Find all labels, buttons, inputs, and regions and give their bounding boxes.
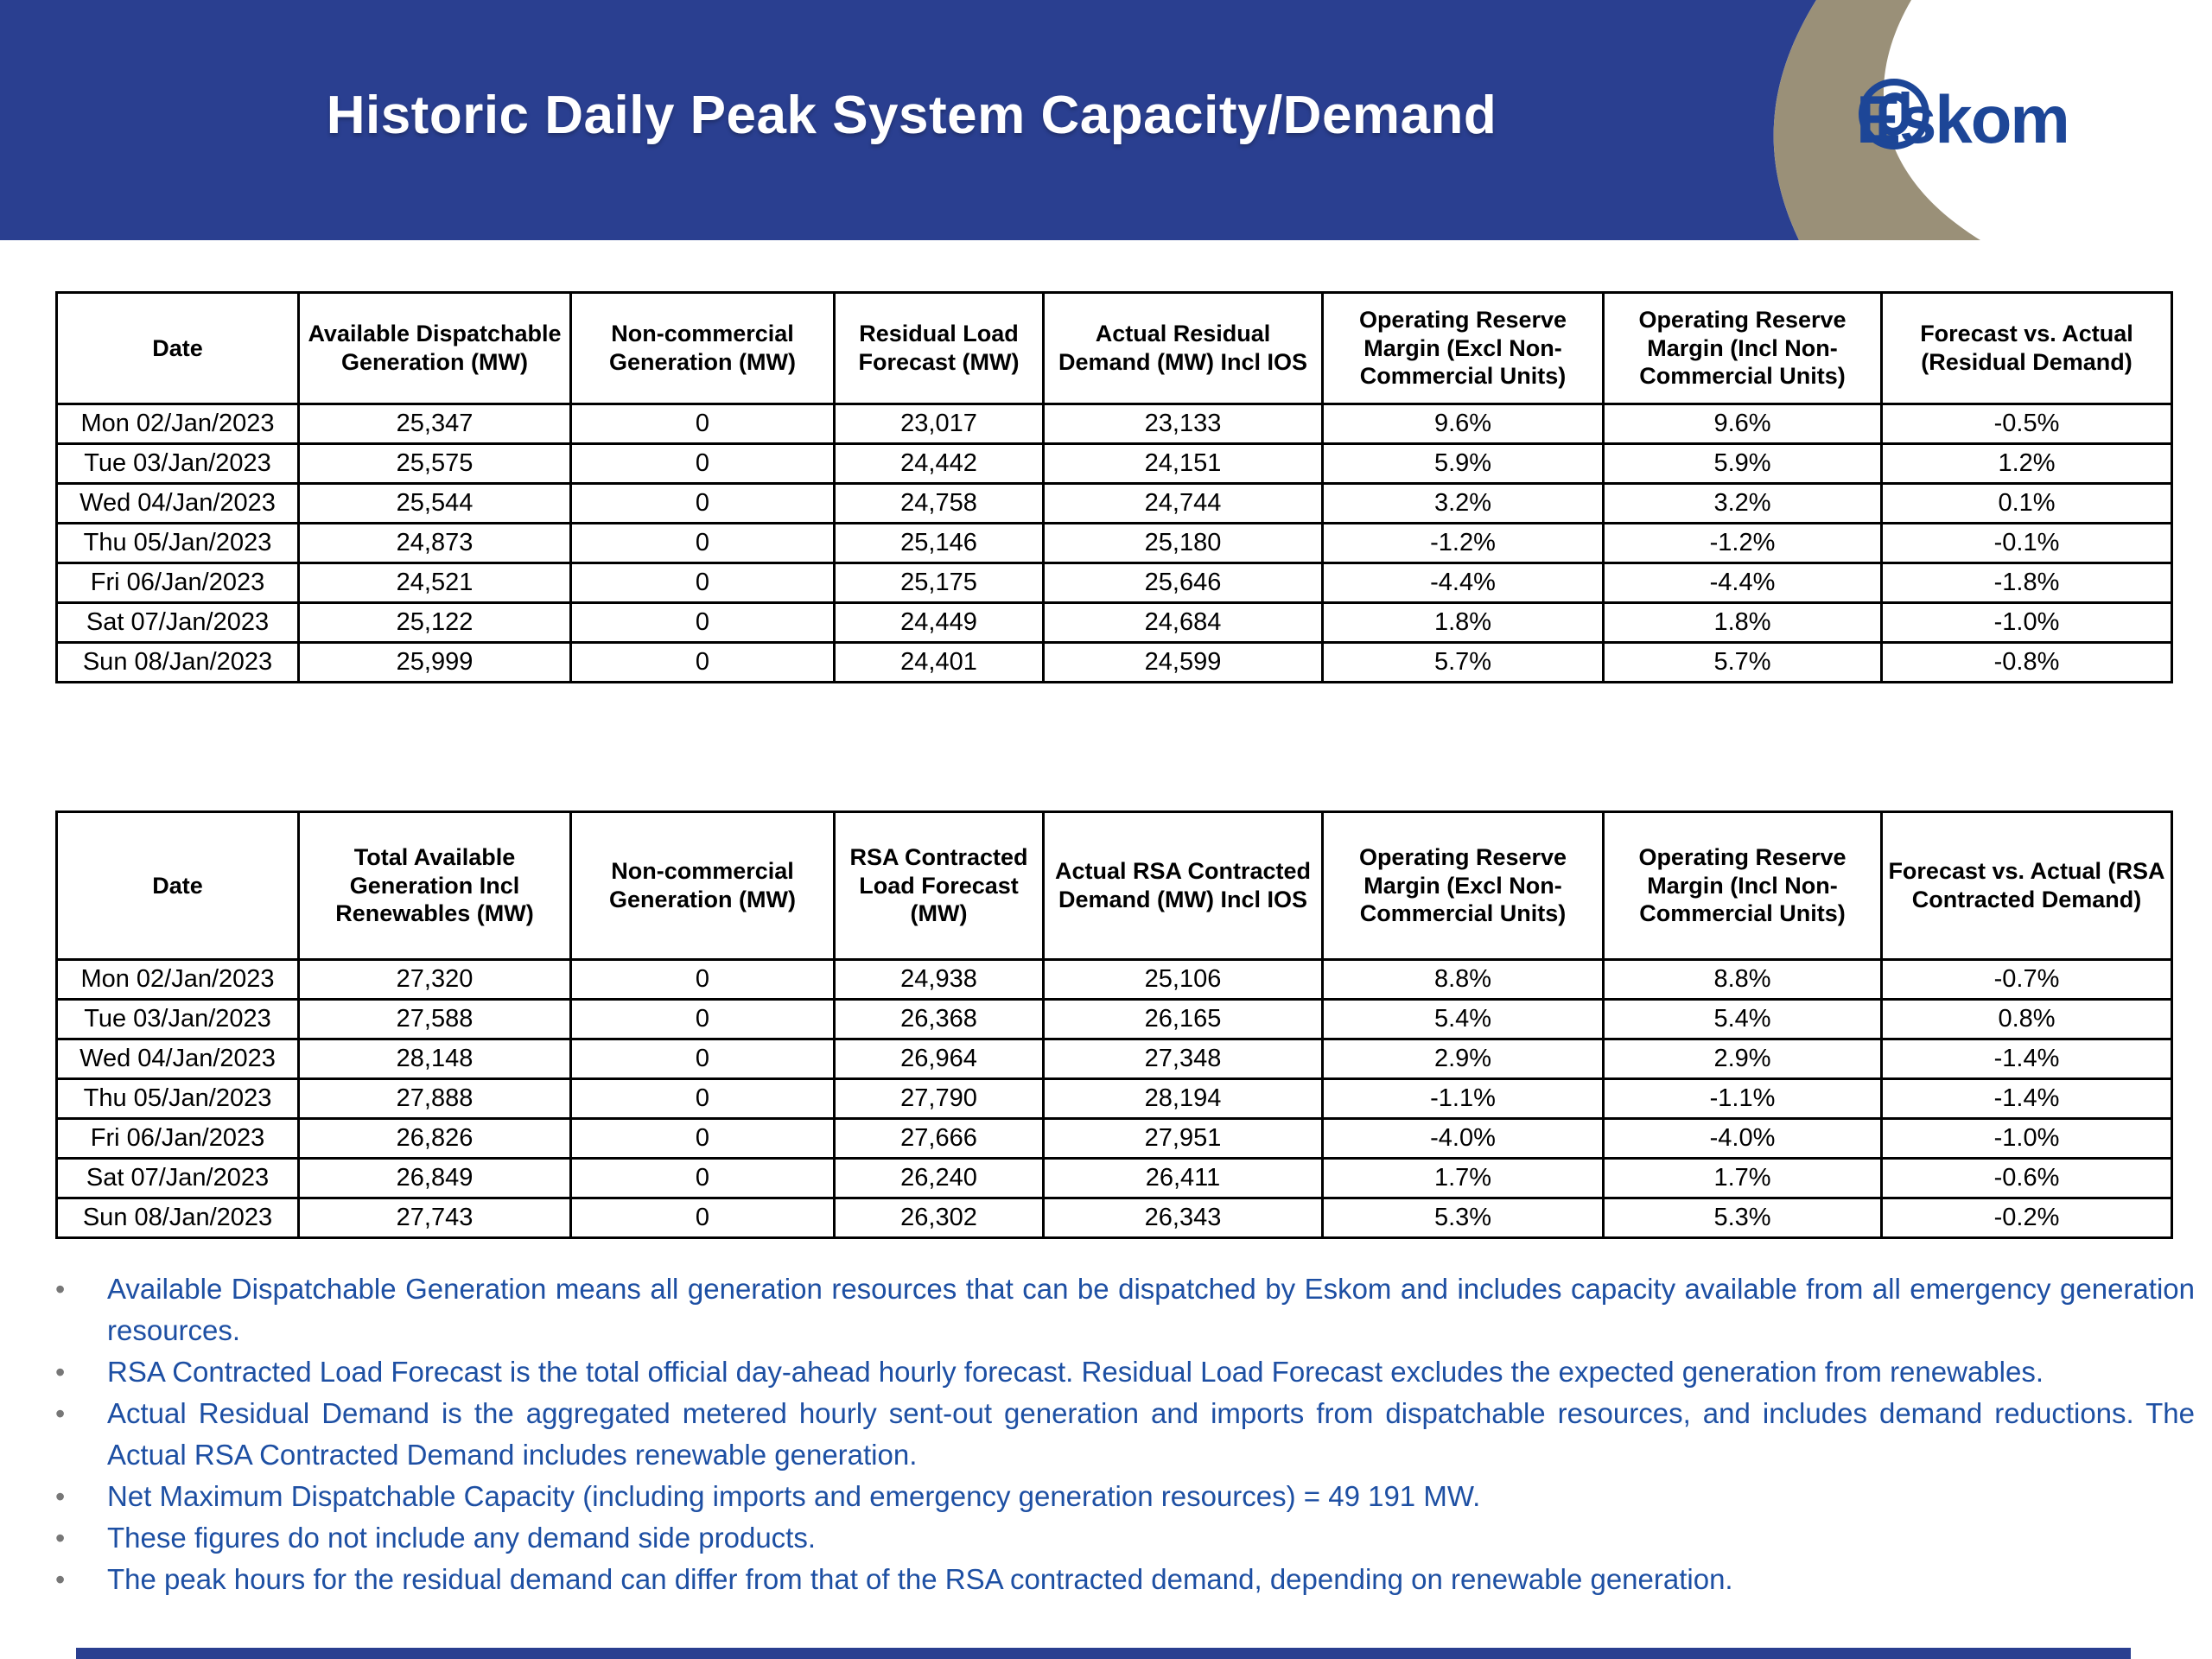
eskom-logo-text: Eskom: [1856, 81, 2069, 157]
value-cell: 27,588: [299, 1000, 571, 1039]
value-cell: -4.4%: [1604, 563, 1882, 603]
footnote-item: • RSA Contracted Load Forecast is the total official day-ahead hourly forecast. Residual Load Forecast excludes the expected generation from renewables.: [54, 1351, 2195, 1393]
value-cell: 26,368: [835, 1000, 1044, 1039]
value-cell: -0.7%: [1882, 960, 2172, 1000]
value-cell: 26,411: [1044, 1159, 1323, 1198]
table-row: [57, 1079, 2172, 1119]
value-cell: 25,180: [1044, 524, 1323, 563]
column-header: Non-commercial Generation (MW): [571, 293, 835, 404]
table-row: [57, 1198, 2172, 1238]
table-row: [57, 643, 2172, 683]
value-cell: 27,348: [1044, 1039, 1323, 1079]
value-cell: 0: [571, 1198, 835, 1238]
date-cell: Fri 06/Jan/2023: [57, 1119, 299, 1159]
value-cell: -0.5%: [1882, 404, 2172, 444]
value-cell: 0: [571, 524, 835, 563]
column-header: Operating Reserve Margin (Excl Non-Commercial Units): [1323, 293, 1604, 404]
value-cell: 26,240: [835, 1159, 1044, 1198]
header-row: [57, 812, 2172, 960]
footnote-item: • Available Dispatchable Generation means all generation resources that can be dispatched by Eskom and includes capacity available from all emergency generation resources.: [54, 1268, 2195, 1351]
value-cell: -1.8%: [1882, 563, 2172, 603]
header-banner: [0, 0, 2212, 240]
value-cell: 27,666: [835, 1119, 1044, 1159]
value-cell: 1.2%: [1882, 444, 2172, 484]
footnote-item: • Actual Residual Demand is the aggregated metered hourly sent-out generation and imports from dispatchable resources, and includes demand reductions. The Actual RSA Contracted Demand includes renewable generation.: [54, 1393, 2195, 1476]
column-header: Forecast vs. Actual (Residual Demand): [1882, 293, 2172, 404]
residual-demand-table: [55, 291, 2173, 683]
value-cell: -1.1%: [1323, 1079, 1604, 1119]
value-cell: -1.4%: [1882, 1039, 2172, 1079]
value-cell: 26,302: [835, 1198, 1044, 1238]
date-cell: Sun 08/Jan/2023: [57, 1198, 299, 1238]
value-cell: 5.3%: [1323, 1198, 1604, 1238]
value-cell: 26,343: [1044, 1198, 1323, 1238]
value-cell: -1.0%: [1882, 1119, 2172, 1159]
value-cell: 5.7%: [1604, 643, 1882, 683]
column-header: Total Available Generation Incl Renewables (MW): [299, 812, 571, 960]
column-header: Operating Reserve Margin (Incl Non-Commercial Units): [1604, 293, 1882, 404]
footnote-item: • Net Maximum Dispatchable Capacity (including imports and emergency generation resources) = 49 191 MW.: [54, 1476, 2195, 1517]
value-cell: 26,964: [835, 1039, 1044, 1079]
value-cell: 0: [571, 1079, 835, 1119]
value-cell: 26,826: [299, 1119, 571, 1159]
value-cell: 27,888: [299, 1079, 571, 1119]
date-cell: Mon 02/Jan/2023: [57, 404, 299, 444]
value-cell: 1.7%: [1604, 1159, 1882, 1198]
table-row: [57, 524, 2172, 563]
page-title: Historic Daily Peak System Capacity/Demand: [326, 86, 1497, 145]
table-row: [57, 1000, 2172, 1039]
value-cell: 0.8%: [1882, 1000, 2172, 1039]
value-cell: 2.9%: [1323, 1039, 1604, 1079]
column-header: Operating Reserve Margin (Incl Non-Commercial Units): [1604, 812, 1882, 960]
value-cell: 5.3%: [1604, 1198, 1882, 1238]
value-cell: 24,873: [299, 524, 571, 563]
footnotes-list: [54, 1268, 2195, 1600]
value-cell: 25,106: [1044, 960, 1323, 1000]
value-cell: 24,599: [1044, 643, 1323, 683]
value-cell: 5.7%: [1323, 643, 1604, 683]
value-cell: 25,999: [299, 643, 571, 683]
column-header: Operating Reserve Margin (Excl Non-Commercial Units): [1323, 812, 1604, 960]
column-header: Residual Load Forecast (MW): [835, 293, 1044, 404]
column-header: RSA Contracted Load Forecast (MW): [835, 812, 1044, 960]
eskom-logo: [1856, 76, 2069, 162]
value-cell: -1.4%: [1882, 1079, 2172, 1119]
value-cell: 8.8%: [1323, 960, 1604, 1000]
value-cell: 24,521: [299, 563, 571, 603]
date-cell: Tue 03/Jan/2023: [57, 1000, 299, 1039]
table-row: [57, 1039, 2172, 1079]
date-cell: Mon 02/Jan/2023: [57, 960, 299, 1000]
value-cell: 5.9%: [1323, 444, 1604, 484]
value-cell: -4.4%: [1323, 563, 1604, 603]
value-cell: 1.8%: [1323, 603, 1604, 643]
footer-bar: [76, 1648, 2131, 1659]
value-cell: 24,449: [835, 603, 1044, 643]
value-cell: 28,148: [299, 1039, 571, 1079]
value-cell: 3.2%: [1323, 484, 1604, 524]
value-cell: 24,684: [1044, 603, 1323, 643]
value-cell: 8.8%: [1604, 960, 1882, 1000]
value-cell: 27,951: [1044, 1119, 1323, 1159]
value-cell: -0.2%: [1882, 1198, 2172, 1238]
value-cell: 0: [571, 563, 835, 603]
value-cell: 25,544: [299, 484, 571, 524]
value-cell: 0: [571, 444, 835, 484]
column-header: Actual RSA Contracted Demand (MW) Incl IOS: [1044, 812, 1323, 960]
value-cell: 0: [571, 1000, 835, 1039]
value-cell: 24,938: [835, 960, 1044, 1000]
value-cell: 5.4%: [1323, 1000, 1604, 1039]
value-cell: 5.4%: [1604, 1000, 1882, 1039]
value-cell: -1.1%: [1604, 1079, 1882, 1119]
column-header: Forecast vs. Actual (RSA Contracted Demand): [1882, 812, 2172, 960]
value-cell: 24,442: [835, 444, 1044, 484]
value-cell: 0: [571, 960, 835, 1000]
value-cell: 26,849: [299, 1159, 571, 1198]
value-cell: 2.9%: [1604, 1039, 1882, 1079]
table-row: [57, 484, 2172, 524]
footnote-item: • The peak hours for the residual demand can differ from that of the RSA contracted demand, depending on renewable generation.: [54, 1559, 2195, 1600]
value-cell: 9.6%: [1323, 404, 1604, 444]
rsa-contracted-demand-table: [55, 810, 2173, 1239]
value-cell: 0: [571, 484, 835, 524]
date-cell: Sat 07/Jan/2023: [57, 1159, 299, 1198]
value-cell: 27,743: [299, 1198, 571, 1238]
date-cell: Thu 05/Jan/2023: [57, 524, 299, 563]
value-cell: 0: [571, 643, 835, 683]
value-cell: 1.7%: [1323, 1159, 1604, 1198]
value-cell: 0.1%: [1882, 484, 2172, 524]
value-cell: 25,122: [299, 603, 571, 643]
header-row: [57, 293, 2172, 404]
column-header: Date: [57, 812, 299, 960]
value-cell: 24,758: [835, 484, 1044, 524]
value-cell: 25,347: [299, 404, 571, 444]
date-cell: Sun 08/Jan/2023: [57, 643, 299, 683]
column-header: Date: [57, 293, 299, 404]
date-cell: Tue 03/Jan/2023: [57, 444, 299, 484]
value-cell: 0: [571, 1039, 835, 1079]
table-row: [57, 444, 2172, 484]
value-cell: 5.9%: [1604, 444, 1882, 484]
date-cell: Thu 05/Jan/2023: [57, 1079, 299, 1119]
value-cell: 24,744: [1044, 484, 1323, 524]
value-cell: 27,320: [299, 960, 571, 1000]
column-header: Non-commercial Generation (MW): [571, 812, 835, 960]
value-cell: -4.0%: [1323, 1119, 1604, 1159]
value-cell: 0: [571, 1159, 835, 1198]
value-cell: -0.6%: [1882, 1159, 2172, 1198]
date-cell: Sat 07/Jan/2023: [57, 603, 299, 643]
footnote-item: • These figures do not include any demand side products.: [54, 1517, 2195, 1559]
table-row: [57, 1119, 2172, 1159]
value-cell: 28,194: [1044, 1079, 1323, 1119]
table-row: [57, 603, 2172, 643]
value-cell: 9.6%: [1604, 404, 1882, 444]
value-cell: 25,146: [835, 524, 1044, 563]
value-cell: 27,790: [835, 1079, 1044, 1119]
value-cell: -1.0%: [1882, 603, 2172, 643]
value-cell: -1.2%: [1604, 524, 1882, 563]
value-cell: 26,165: [1044, 1000, 1323, 1039]
date-cell: Wed 04/Jan/2023: [57, 1039, 299, 1079]
table-row: [57, 960, 2172, 1000]
column-header: Actual Residual Demand (MW) Incl IOS: [1044, 293, 1323, 404]
value-cell: 25,646: [1044, 563, 1323, 603]
table-row: [57, 404, 2172, 444]
value-cell: 0: [571, 1119, 835, 1159]
date-cell: Wed 04/Jan/2023: [57, 484, 299, 524]
eskom-logo-icon: [1856, 76, 1932, 152]
value-cell: -1.2%: [1323, 524, 1604, 563]
value-cell: 3.2%: [1604, 484, 1882, 524]
table-row: [57, 563, 2172, 603]
value-cell: 25,175: [835, 563, 1044, 603]
value-cell: 23,133: [1044, 404, 1323, 444]
value-cell: -0.1%: [1882, 524, 2172, 563]
value-cell: -0.8%: [1882, 643, 2172, 683]
value-cell: 24,401: [835, 643, 1044, 683]
value-cell: 1.8%: [1604, 603, 1882, 643]
value-cell: 24,151: [1044, 444, 1323, 484]
value-cell: 23,017: [835, 404, 1044, 444]
date-cell: Fri 06/Jan/2023: [57, 563, 299, 603]
table-row: [57, 1159, 2172, 1198]
value-cell: -4.0%: [1604, 1119, 1882, 1159]
value-cell: 0: [571, 404, 835, 444]
value-cell: 25,575: [299, 444, 571, 484]
value-cell: 0: [571, 603, 835, 643]
column-header: Available Dispatchable Generation (MW): [299, 293, 571, 404]
